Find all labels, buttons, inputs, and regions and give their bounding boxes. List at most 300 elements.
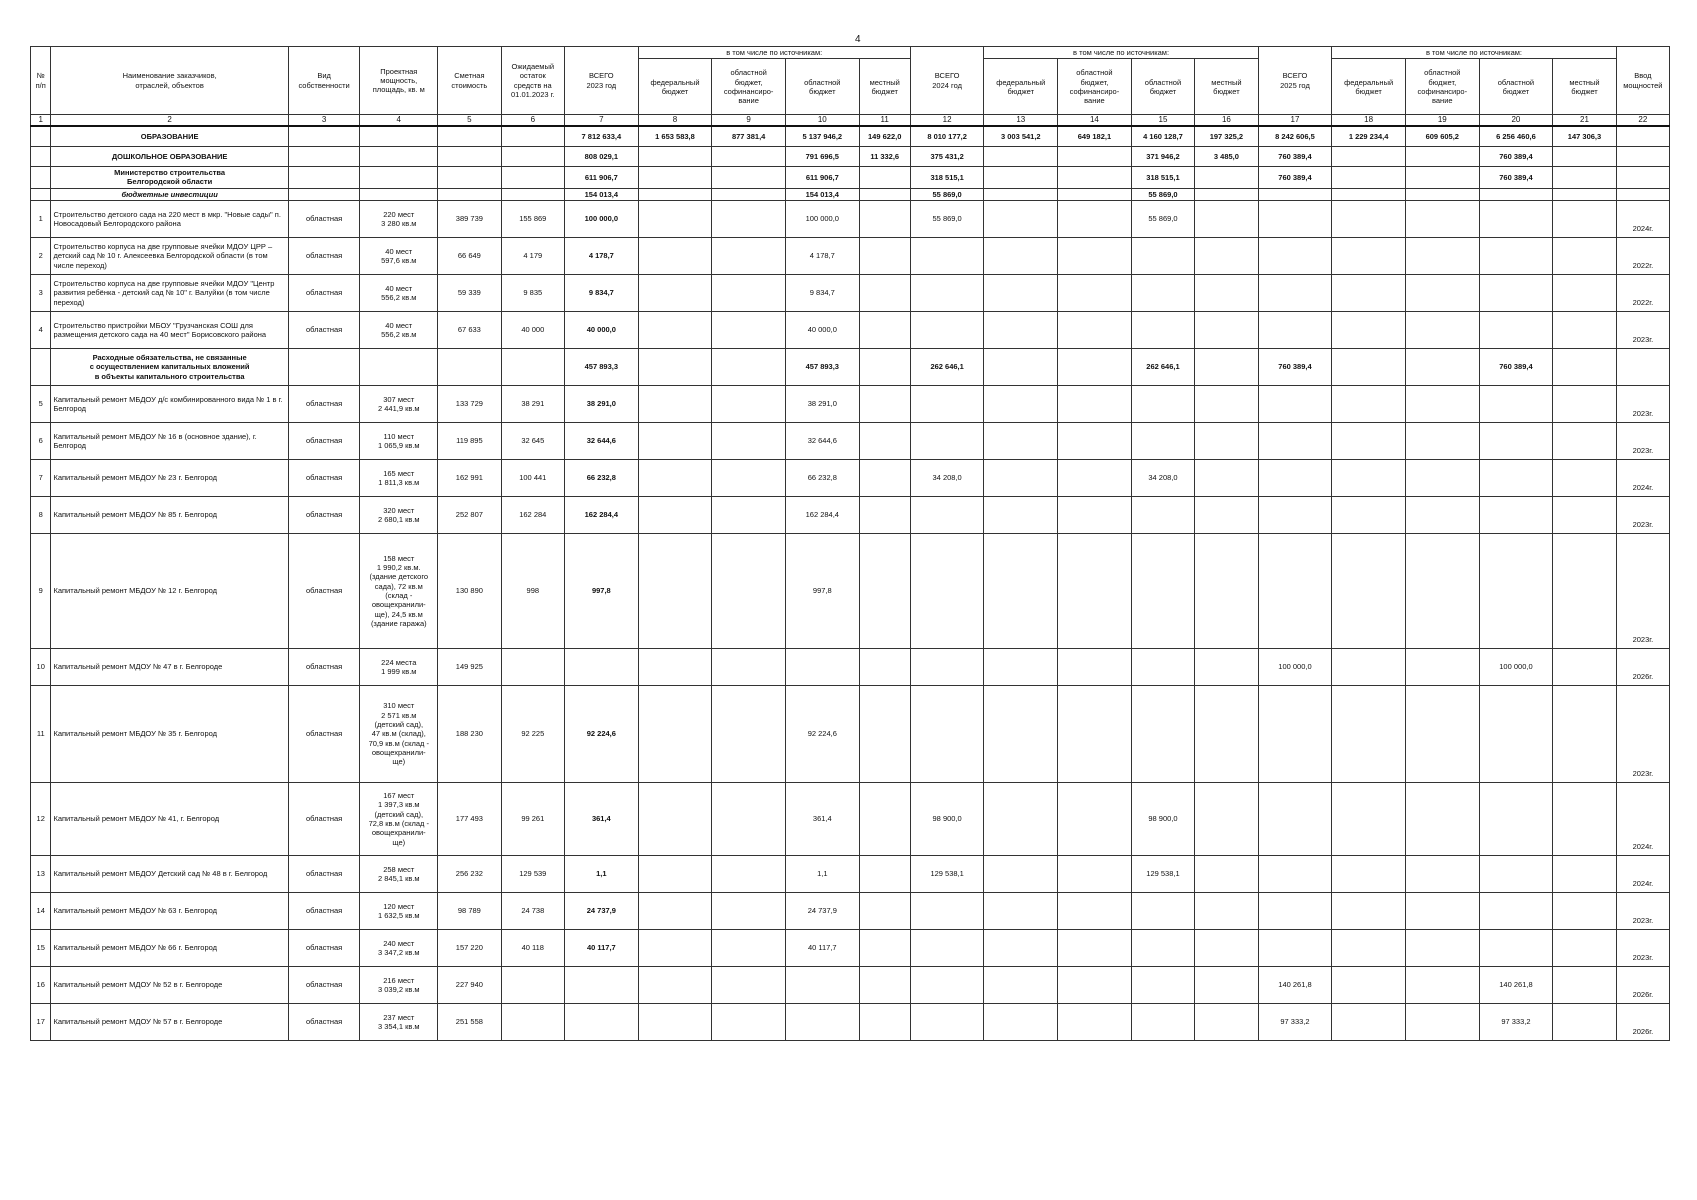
cell-col-7: 40 117,7	[565, 930, 639, 967]
cell-col-10: 40 117,7	[785, 930, 859, 967]
cell-col-7: 1,1	[565, 856, 639, 893]
cell-col-20: 97 333,2	[1479, 1004, 1553, 1041]
table-row	[31, 930, 1670, 967]
cell-col-6	[501, 649, 564, 686]
cell-col-17	[1258, 930, 1332, 967]
cell-col-9	[712, 166, 786, 188]
cell-col-6: 24 738	[501, 893, 564, 930]
cell-col-2: бюджетные инвестиции	[51, 188, 288, 200]
cell-col-2: ОБРАЗОВАНИЕ	[51, 126, 288, 146]
cell-col-18	[1332, 166, 1406, 188]
cell-col-19	[1405, 166, 1479, 188]
header-col-12: ВСЕГО 2024 год	[910, 47, 984, 115]
cell-col-18	[1332, 275, 1406, 312]
cell-col-13	[984, 856, 1058, 893]
cell-col-19	[1405, 201, 1479, 238]
cell-col-15: 4 160 128,7	[1131, 126, 1194, 146]
column-number: 2	[51, 115, 288, 127]
cell-col-4: 110 мест 1 065,9 кв.м	[360, 423, 438, 460]
cell-col-7: 9 834,7	[565, 275, 639, 312]
cell-col-9	[712, 188, 786, 200]
cell-col-14	[1058, 497, 1132, 534]
cell-col-2: Капитальный ремонт МБДОУ № 16 в (основное здание), г. Белгород	[51, 423, 288, 460]
cell-col-14	[1058, 893, 1132, 930]
cell-col-12: 318 515,1	[910, 166, 984, 188]
cell-col-15: 55 869,0	[1131, 201, 1194, 238]
cell-col-8	[638, 146, 712, 166]
cell-col-2: Капитальный ремонт МБДОУ № 85 г. Белгород	[51, 497, 288, 534]
cell-col-7: 457 893,3	[565, 349, 639, 386]
cell-col-17: 100 000,0	[1258, 649, 1332, 686]
cell-col-1: 13	[31, 856, 51, 893]
cell-col-9	[712, 967, 786, 1004]
cell-col-2: Капитальный ремонт МБДОУ № 12 г. Белгород	[51, 534, 288, 649]
cell-col-1: 5	[31, 386, 51, 423]
table-row	[31, 856, 1670, 893]
cell-col-10: 38 291,0	[785, 386, 859, 423]
cell-col-20: 760 389,4	[1479, 166, 1553, 188]
cell-col-8	[638, 201, 712, 238]
cell-col-2: Капитальный ремонт МБДОУ Детский сад № 48 в г. Белгород	[51, 856, 288, 893]
cell-col-12: 262 646,1	[910, 349, 984, 386]
cell-col-8	[638, 166, 712, 188]
cell-col-1	[31, 126, 51, 146]
cell-col-16	[1195, 386, 1258, 423]
cell-col-21	[1553, 460, 1616, 497]
cell-col-1: 6	[31, 423, 51, 460]
cell-col-3: областная	[288, 423, 360, 460]
cell-col-7: 66 232,8	[565, 460, 639, 497]
cell-col-4	[360, 166, 438, 188]
cell-col-5: 149 925	[438, 649, 501, 686]
cell-col-3: областная	[288, 201, 360, 238]
cell-col-16	[1195, 649, 1258, 686]
cell-col-20	[1479, 856, 1553, 893]
cell-col-16: 3 485,0	[1195, 146, 1258, 166]
table-row	[31, 534, 1670, 649]
cell-col-12: 34 208,0	[910, 460, 984, 497]
cell-col-1	[31, 349, 51, 386]
cell-col-3: областная	[288, 856, 360, 893]
cell-col-6: 99 261	[501, 783, 564, 856]
cell-col-5: 252 807	[438, 497, 501, 534]
cell-col-19	[1405, 275, 1479, 312]
cell-col-11	[859, 188, 910, 200]
cell-col-13	[984, 386, 1058, 423]
table-row	[31, 649, 1670, 686]
header-cofin: областной бюджет, софинансиро- вание	[1058, 59, 1132, 115]
cell-col-7: 154 013,4	[565, 188, 639, 200]
header-col-1: № п/п	[31, 47, 51, 115]
cell-col-10: 5 137 946,2	[785, 126, 859, 146]
cell-col-22: 2024г.	[1616, 201, 1669, 238]
cell-col-5: 67 633	[438, 312, 501, 349]
cell-col-5: 251 558	[438, 1004, 501, 1041]
cell-col-10: 100 000,0	[785, 201, 859, 238]
cell-col-4: 258 мест 2 845,1 кв.м	[360, 856, 438, 893]
cell-col-18	[1332, 930, 1406, 967]
cell-col-5: 389 739	[438, 201, 501, 238]
column-number: 16	[1195, 115, 1258, 127]
cell-col-10: 32 644,6	[785, 423, 859, 460]
column-number: 15	[1131, 115, 1194, 127]
table-row	[31, 423, 1670, 460]
cell-col-9	[712, 349, 786, 386]
cell-col-21	[1553, 967, 1616, 1004]
cell-col-10	[785, 649, 859, 686]
column-number: 7	[565, 115, 639, 127]
cell-col-8	[638, 423, 712, 460]
cell-col-1: 15	[31, 930, 51, 967]
cell-col-19	[1405, 188, 1479, 200]
table-row	[31, 1004, 1670, 1041]
cell-col-11	[859, 349, 910, 386]
cell-col-17	[1258, 893, 1332, 930]
cell-col-6	[501, 146, 564, 166]
cell-col-9	[712, 783, 786, 856]
cell-col-18: 1 229 234,4	[1332, 126, 1406, 146]
table-row	[31, 893, 1670, 930]
header-federal: федеральный бюджет	[638, 59, 712, 115]
cell-col-15	[1131, 534, 1194, 649]
cell-col-1: 9	[31, 534, 51, 649]
cell-col-8	[638, 686, 712, 783]
cell-col-8	[638, 783, 712, 856]
cell-col-17	[1258, 312, 1332, 349]
cell-col-4: 240 мест 3 347,2 кв.м	[360, 930, 438, 967]
cell-col-22: 2024г.	[1616, 460, 1669, 497]
cell-col-3	[288, 188, 360, 200]
cell-col-12	[910, 930, 984, 967]
cell-col-5: 130 890	[438, 534, 501, 649]
cell-col-11	[859, 166, 910, 188]
cell-col-3: областная	[288, 783, 360, 856]
cell-col-15: 98 900,0	[1131, 783, 1194, 856]
header-group-2023: в том числе по источникам:	[638, 47, 910, 59]
cell-col-9	[712, 238, 786, 275]
cell-col-17	[1258, 188, 1332, 200]
cell-col-22: 2023г.	[1616, 893, 1669, 930]
cell-col-3: областная	[288, 275, 360, 312]
cell-col-16	[1195, 930, 1258, 967]
cell-col-20	[1479, 423, 1553, 460]
cell-col-12: 55 869,0	[910, 188, 984, 200]
cell-col-18	[1332, 967, 1406, 1004]
cell-col-1: 4	[31, 312, 51, 349]
cell-col-7: 40 000,0	[565, 312, 639, 349]
column-number: 8	[638, 115, 712, 127]
cell-col-11	[859, 460, 910, 497]
cell-col-18	[1332, 783, 1406, 856]
cell-col-8	[638, 275, 712, 312]
cell-col-2: Капитальный ремонт МБДОУ № 63 г. Белгород	[51, 893, 288, 930]
cell-col-19	[1405, 649, 1479, 686]
investment-table	[30, 46, 1670, 1041]
cell-col-20	[1479, 783, 1553, 856]
cell-col-21	[1553, 686, 1616, 783]
cell-col-9	[712, 649, 786, 686]
cell-col-16	[1195, 188, 1258, 200]
cell-col-22: 2023г.	[1616, 686, 1669, 783]
header-group-row	[31, 47, 1670, 59]
cell-col-19	[1405, 686, 1479, 783]
cell-col-14	[1058, 349, 1132, 386]
cell-col-7: 997,8	[565, 534, 639, 649]
cell-col-7: 162 284,4	[565, 497, 639, 534]
cell-col-17	[1258, 238, 1332, 275]
cell-col-14	[1058, 460, 1132, 497]
cell-col-3: областная	[288, 686, 360, 783]
cell-col-6	[501, 1004, 564, 1041]
cell-col-6: 92 225	[501, 686, 564, 783]
cell-col-5: 227 940	[438, 967, 501, 1004]
cell-col-9	[712, 534, 786, 649]
cell-col-13	[984, 349, 1058, 386]
cell-col-15: 262 646,1	[1131, 349, 1194, 386]
cell-col-19	[1405, 856, 1479, 893]
header-regional: областной бюджет	[1131, 59, 1194, 115]
cell-col-6	[501, 166, 564, 188]
column-number: 20	[1479, 115, 1553, 127]
cell-col-8	[638, 893, 712, 930]
cell-col-22: 2023г.	[1616, 930, 1669, 967]
cell-col-19	[1405, 349, 1479, 386]
cell-col-2: Строительство корпуса на две групповые ячейки МДОУ ЦРР – детский сад № 10 г. Алексеевка Белгородской области (в том числе переход)	[51, 238, 288, 275]
cell-col-1: 8	[31, 497, 51, 534]
cell-col-17	[1258, 497, 1332, 534]
cell-col-1	[31, 166, 51, 188]
cell-col-9	[712, 201, 786, 238]
table-row	[31, 386, 1670, 423]
cell-col-16	[1195, 423, 1258, 460]
cell-col-5	[438, 349, 501, 386]
cell-col-18	[1332, 386, 1406, 423]
cell-col-20	[1479, 312, 1553, 349]
header-col-5: Сметная стоимость	[438, 47, 501, 115]
cell-col-13	[984, 423, 1058, 460]
column-number: 5	[438, 115, 501, 127]
cell-col-19	[1405, 312, 1479, 349]
cell-col-3: областная	[288, 967, 360, 1004]
cell-col-15	[1131, 312, 1194, 349]
cell-col-17	[1258, 534, 1332, 649]
cell-col-11: 11 332,6	[859, 146, 910, 166]
header-cofin: областной бюджет, софинансиро- вание	[1405, 59, 1479, 115]
cell-col-8	[638, 1004, 712, 1041]
cell-col-6: 162 284	[501, 497, 564, 534]
cell-col-10: 162 284,4	[785, 497, 859, 534]
header-federal: федеральный бюджет	[984, 59, 1058, 115]
cell-col-9	[712, 460, 786, 497]
cell-col-9	[712, 893, 786, 930]
cell-col-8	[638, 967, 712, 1004]
cell-col-3: областная	[288, 930, 360, 967]
cell-col-22: 2023г.	[1616, 312, 1669, 349]
cell-col-5: 157 220	[438, 930, 501, 967]
cell-col-7: 24 737,9	[565, 893, 639, 930]
cell-col-16	[1195, 312, 1258, 349]
column-number: 12	[910, 115, 984, 127]
cell-col-20: 140 261,8	[1479, 967, 1553, 1004]
cell-col-14	[1058, 188, 1132, 200]
cell-col-20	[1479, 686, 1553, 783]
cell-col-22: 2023г.	[1616, 386, 1669, 423]
cell-col-16	[1195, 856, 1258, 893]
cell-col-20	[1479, 497, 1553, 534]
cell-col-4: 220 мест 3 280 кв.м	[360, 201, 438, 238]
cell-col-20	[1479, 386, 1553, 423]
cell-col-2: Строительство пристройки МБОУ "Грузчанская СОШ для размещения детского сада на 40 мест" Борисовского района	[51, 312, 288, 349]
cell-col-15	[1131, 1004, 1194, 1041]
cell-col-3: областная	[288, 238, 360, 275]
cell-col-22	[1616, 146, 1669, 166]
cell-col-12	[910, 534, 984, 649]
cell-col-2: Капитальный ремонт МДОУ № 47 в г. Белгороде	[51, 649, 288, 686]
cell-col-17	[1258, 856, 1332, 893]
cell-col-5: 133 729	[438, 386, 501, 423]
cell-col-17	[1258, 201, 1332, 238]
cell-col-18	[1332, 238, 1406, 275]
cell-col-5: 177 493	[438, 783, 501, 856]
cell-col-6	[501, 188, 564, 200]
cell-col-11	[859, 238, 910, 275]
cell-col-14	[1058, 423, 1132, 460]
cell-col-10: 92 224,6	[785, 686, 859, 783]
column-number: 3	[288, 115, 360, 127]
cell-col-13	[984, 497, 1058, 534]
cell-col-1: 7	[31, 460, 51, 497]
cell-col-17: 8 242 606,5	[1258, 126, 1332, 146]
cell-col-13	[984, 893, 1058, 930]
cell-col-11	[859, 856, 910, 893]
cell-col-7: 92 224,6	[565, 686, 639, 783]
cell-col-9	[712, 497, 786, 534]
cell-col-19	[1405, 1004, 1479, 1041]
cell-col-3	[288, 166, 360, 188]
cell-col-14	[1058, 649, 1132, 686]
cell-col-14	[1058, 312, 1132, 349]
cell-col-18	[1332, 423, 1406, 460]
cell-col-22: 2024г.	[1616, 856, 1669, 893]
cell-col-5	[438, 146, 501, 166]
cell-col-5	[438, 166, 501, 188]
header-col-2: Наименование заказчиков, отраслей, объектов	[51, 47, 288, 115]
cell-col-6: 155 869	[501, 201, 564, 238]
cell-col-7	[565, 649, 639, 686]
cell-col-13	[984, 649, 1058, 686]
header-col-6: Ожидаемый остаток средств на 01.01.2023 г.	[501, 47, 564, 115]
cell-col-13	[984, 312, 1058, 349]
cell-col-11	[859, 497, 910, 534]
cell-col-7: 361,4	[565, 783, 639, 856]
cell-col-3: областная	[288, 460, 360, 497]
cell-col-8	[638, 534, 712, 649]
cell-col-18	[1332, 460, 1406, 497]
cell-col-18	[1332, 1004, 1406, 1041]
cell-col-14	[1058, 783, 1132, 856]
cell-col-7: 100 000,0	[565, 201, 639, 238]
cell-col-16	[1195, 534, 1258, 649]
cell-col-19	[1405, 930, 1479, 967]
cell-col-9: 877 381,4	[712, 126, 786, 146]
cell-col-8: 1 653 583,8	[638, 126, 712, 146]
cell-col-1: 17	[31, 1004, 51, 1041]
cell-col-12	[910, 238, 984, 275]
cell-col-16	[1195, 783, 1258, 856]
cell-col-16	[1195, 201, 1258, 238]
cell-col-2: Расходные обязательства, не связанные с осуществлением капитальных вложений в объекты капитального строительства	[51, 349, 288, 386]
header-cofin: областной бюджет, софинансиро- вание	[712, 59, 786, 115]
cell-col-5: 98 789	[438, 893, 501, 930]
cell-col-6: 9 835	[501, 275, 564, 312]
cell-col-4: 237 мест 3 354,1 кв.м	[360, 1004, 438, 1041]
cell-col-3: областная	[288, 649, 360, 686]
cell-col-18	[1332, 188, 1406, 200]
cell-col-11	[859, 275, 910, 312]
cell-col-15: 318 515,1	[1131, 166, 1194, 188]
cell-col-1: 2	[31, 238, 51, 275]
cell-col-4	[360, 349, 438, 386]
cell-col-3: областная	[288, 893, 360, 930]
cell-col-5: 188 230	[438, 686, 501, 783]
cell-col-3: областная	[288, 534, 360, 649]
cell-col-10: 611 906,7	[785, 166, 859, 188]
cell-col-6	[501, 126, 564, 146]
cell-col-17: 760 389,4	[1258, 166, 1332, 188]
cell-col-15: 55 869,0	[1131, 188, 1194, 200]
cell-col-13	[984, 930, 1058, 967]
cell-col-19	[1405, 967, 1479, 1004]
table-row	[31, 166, 1670, 188]
cell-col-22: 2023г.	[1616, 534, 1669, 649]
cell-col-12	[910, 423, 984, 460]
cell-col-4: 40 мест 556,2 кв.м	[360, 312, 438, 349]
table-row	[31, 686, 1670, 783]
cell-col-18	[1332, 497, 1406, 534]
cell-col-1: 3	[31, 275, 51, 312]
cell-col-14	[1058, 856, 1132, 893]
cell-col-17: 760 389,4	[1258, 146, 1332, 166]
cell-col-22: 2022г.	[1616, 238, 1669, 275]
cell-col-9	[712, 930, 786, 967]
cell-col-4: 40 мест 597,6 кв.м	[360, 238, 438, 275]
cell-col-4	[360, 188, 438, 200]
cell-col-13	[984, 460, 1058, 497]
cell-col-14	[1058, 146, 1132, 166]
cell-col-13	[984, 146, 1058, 166]
cell-col-8	[638, 856, 712, 893]
cell-col-10: 791 696,5	[785, 146, 859, 166]
cell-col-9	[712, 423, 786, 460]
cell-col-15	[1131, 967, 1194, 1004]
cell-col-10: 457 893,3	[785, 349, 859, 386]
cell-col-2: Министерство строительства Белгородской области	[51, 166, 288, 188]
cell-col-2: Строительство детского сада на 220 мест в мкр. "Новые сады" п. Новосадовый Белгородского района	[51, 201, 288, 238]
cell-col-15	[1131, 386, 1194, 423]
cell-col-18	[1332, 856, 1406, 893]
cell-col-19	[1405, 146, 1479, 166]
column-number: 13	[984, 115, 1058, 127]
cell-col-18	[1332, 349, 1406, 386]
cell-col-8	[638, 238, 712, 275]
cell-col-10: 24 737,9	[785, 893, 859, 930]
cell-col-13: 3 003 541,2	[984, 126, 1058, 146]
cell-col-10: 1,1	[785, 856, 859, 893]
cell-col-3	[288, 126, 360, 146]
cell-col-3	[288, 146, 360, 166]
cell-col-21	[1553, 188, 1616, 200]
cell-col-15	[1131, 275, 1194, 312]
